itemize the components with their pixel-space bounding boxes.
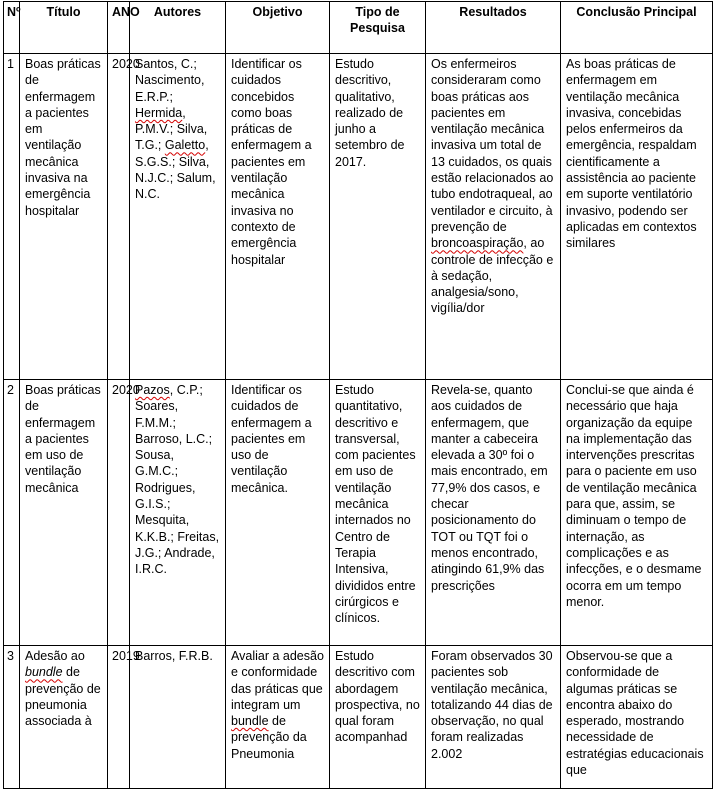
- row-results: Revela-se, quanto aos cuidados de enfermagem, que manter a cabeceira elevada a 30º foi o mais encontrado, em 77,9% dos casos, e checar posicionamento do TOT ou TQT foi o menos encontrado, atingindo 61,9% das prescrições: [426, 380, 561, 646]
- row-year: 2020: [108, 380, 130, 646]
- header-title: Título: [20, 2, 108, 54]
- articles-table: [3, 1, 713, 789]
- row-title: Boas práticas de enfermagem a pacientes em uso de ventilação mecânica: [20, 380, 108, 646]
- row-authors: [130, 54, 226, 380]
- row-conclusion: Observou-se que a conformidade de algumas práticas se encontra abaixo do esperado, mostrando necessidade de estratégias educacionais que: [561, 646, 713, 789]
- title-text: de prevenção de pneumonia associada à: [25, 665, 101, 729]
- header-results: Resultados: [426, 2, 561, 54]
- authors-text: , C.P.; Soares, F.M.M.; Barroso, L.C.; Sousa, G.M.C.; Rodrigues, G.I.S.; Mesquita, K.K.B.; Freitas, J.G.; Andrade, I.R.C.: [135, 383, 220, 577]
- authors-text: , P.M.V.; Silva, T.G.;: [135, 105, 208, 153]
- header-year: ANO: [108, 2, 130, 54]
- authors-text: , S.G.S.; Silva, N.J.C.; Salum, N.C.: [135, 138, 216, 202]
- row-type: Estudo quantitativo, descritivo e transversal, com pacientes em uso de ventilação mecânica internados no Centro de Terapia Intensiva, divididos entre cirúrgicos e clínicos.: [330, 380, 426, 646]
- header-type: Tipo de Pesquisa: [330, 2, 426, 54]
- spellcheck-word: Galetto: [164, 138, 206, 153]
- row-type: Estudo descritivo, qualitativo, realizado de junho a setembro de 2017.: [330, 54, 426, 380]
- spellcheck-word: bundle: [25, 665, 63, 680]
- row-authors: Barros, F.R.B.: [130, 646, 226, 789]
- header-num: Nº: [4, 2, 20, 54]
- table-row: [4, 380, 713, 646]
- table-row: [4, 646, 713, 789]
- header-objective: Objetivo: [226, 2, 330, 54]
- spellcheck-word: broncoaspiração: [431, 236, 524, 251]
- spellcheck-word: Hermida: [135, 105, 183, 120]
- title-text: Adesão ao: [25, 649, 85, 663]
- row-number: 1: [4, 54, 20, 380]
- row-year: 2019: [108, 646, 130, 789]
- row-conclusion: Conclui-se que ainda é necessário que haja organização da equipe na implementação das intervenções prescritas para o paciente em uso de ventilação mecânica para que, assim, se diminuam o tempo de internação, as complicações e as infecções, e o desmame ocorra em um tempo menor.: [561, 380, 713, 646]
- row-objective: [226, 646, 330, 789]
- table-row: [4, 54, 713, 380]
- header-row: [4, 2, 713, 54]
- header-authors: Autores: [130, 2, 226, 54]
- row-results: [426, 54, 561, 380]
- row-objective: Identificar os cuidados de enfermagem a pacientes em uso de ventilação mecânica.: [226, 380, 330, 646]
- header-conclusion: Conclusão Principal: [561, 2, 713, 54]
- authors-text: Santos, C.; Nascimento, E.R.P.;: [135, 57, 205, 104]
- row-results: Foram observados 30 pacientes sob ventilação mecânica, totalizando 44 dias de observação, no qual foram realizadas 2.002: [426, 646, 561, 789]
- spellcheck-word: bundle: [231, 714, 269, 729]
- row-year: 2020: [108, 54, 130, 380]
- objective-text: de prevenção da Pneumonia: [231, 714, 307, 761]
- row-title: [20, 646, 108, 789]
- row-title: Boas práticas de enfermagem a pacientes em ventilação mecânica invasiva na emergência hospitalar: [20, 54, 108, 380]
- objective-text: Avaliar a adesão e conformidade das práticas que integram um: [231, 649, 324, 712]
- row-authors: [130, 380, 226, 646]
- row-conclusion: As boas práticas de enfermagem em ventilação mecânica invasiva, concebidas pelos enfermeiros da emergência, respaldam cientificamente a assistência ao paciente em suporte ventilatório invasivo, podendo ser aplicadas em contextos similares: [561, 54, 713, 380]
- row-number: 2: [4, 380, 20, 646]
- row-number: 3: [4, 646, 20, 789]
- row-type: Estudo descritivo com abordagem prospectiva, no qual foram acompanhad: [330, 646, 426, 789]
- results-text: Os enfermeiros consideraram como boas práticas aos pacientes em ventilação mecânica invasiva um total de 13 cuidados, os quais estão relacionados ao tubo endotraqueal, ao ventilador e circuito, à prevenção de: [431, 57, 554, 234]
- row-objective: Identificar os cuidados concebidos como boas práticas de enfermagem a pacientes em ventilação mecânica invasiva no contexto de emergência hospitalar: [226, 54, 330, 380]
- spellcheck-word: Pazos: [135, 383, 170, 397]
- results-text: , ao controle de infecção e à sedação, analgesia/sono, vigília/dor: [431, 236, 554, 316]
